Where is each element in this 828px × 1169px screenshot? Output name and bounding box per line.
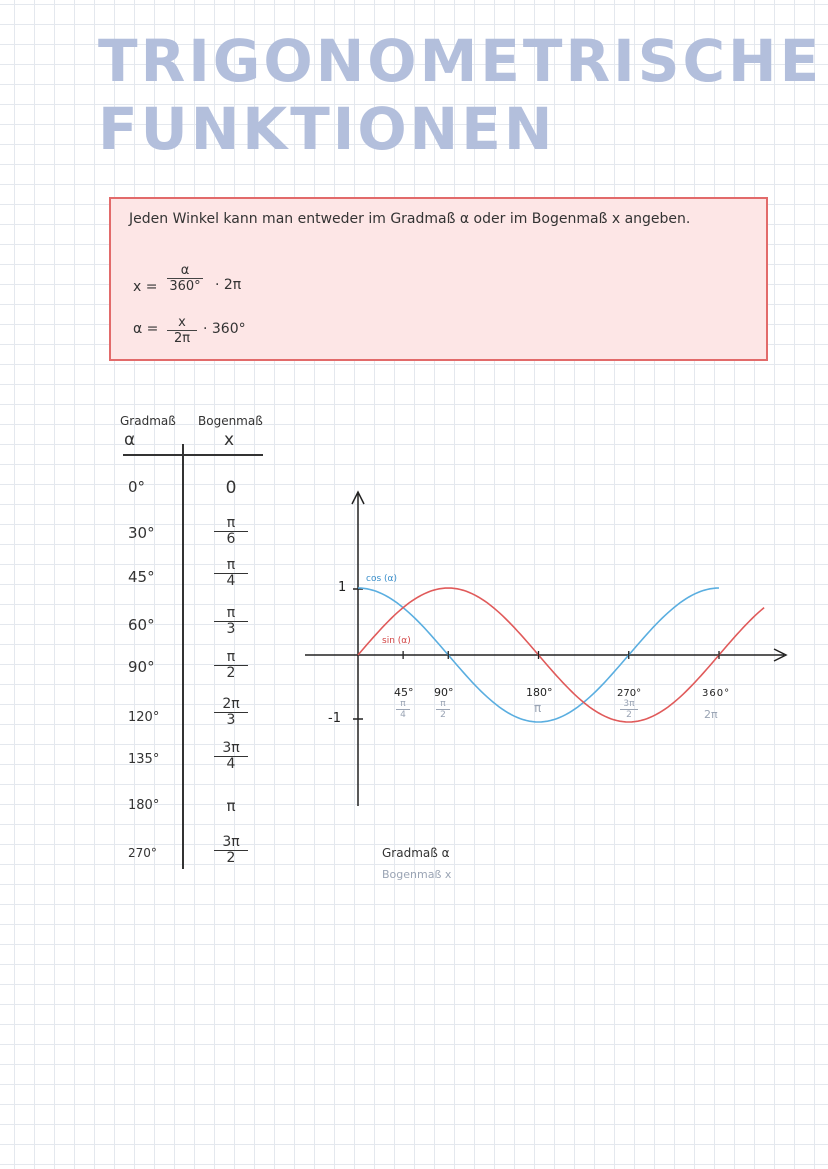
x-tick-label-rad [436, 699, 450, 720]
table-row-deg: 30° [128, 524, 155, 542]
definition-text: Jeden Winkel kann man entweder im Gradmaß α oder im Bogenmaß x angeben. [129, 211, 691, 227]
rad-denominator: 2 [626, 710, 632, 720]
rad-denominator: 4 [400, 710, 406, 720]
formula-2-numerator: x [167, 315, 197, 331]
formula-1-lhs: x = [133, 279, 158, 295]
rad-numerator: 3π [214, 835, 248, 851]
formula-2-factor: · 360° [203, 321, 246, 337]
formula-2-denominator: 2π [173, 331, 191, 346]
table-row-deg: 270° [128, 846, 157, 860]
rad-denominator: 6 [226, 531, 236, 547]
page-title-line-1: TRIGONOMETRISCHE [98, 27, 823, 95]
table-row-deg: 135° [128, 752, 160, 767]
x-tick-label-deg: 180° [526, 686, 553, 699]
x-tick-label-deg: 45° [394, 686, 414, 699]
table-row-deg: 60° [128, 616, 155, 634]
table-row-deg: 90° [128, 658, 155, 676]
rad-numerator: π [214, 558, 248, 574]
table-header-radian: Bogenmaß [198, 414, 263, 428]
formula-2-lhs: α = [133, 321, 159, 337]
x-tick-label-rad [396, 699, 410, 720]
rad-numerator: π [214, 606, 248, 622]
x-axis-label-radian: Bogenmaß x [382, 868, 452, 881]
rad-denominator: 4 [226, 573, 236, 589]
y-tick-label-1: 1 [338, 580, 347, 595]
x-tick-label-deg: 360° [702, 688, 731, 699]
page-title-line-2: FUNKTIONEN [98, 95, 556, 163]
rad-denominator: 2 [440, 710, 446, 720]
legend-sin: sin (α) [382, 636, 411, 646]
x-tick-label-deg: 90° [434, 686, 454, 699]
rad-numerator: π [396, 699, 410, 710]
rad-numerator: π [214, 516, 248, 532]
table-row-deg: 120° [128, 710, 160, 725]
rad-numerator: 3π [214, 741, 248, 757]
formula-1-denominator: 360° [169, 279, 201, 294]
rad-numerator: π [214, 650, 248, 666]
rad-denominator: 3 [226, 712, 236, 728]
rad-denominator: 4 [226, 756, 236, 772]
x-tick-label-deg: 270° [617, 688, 642, 699]
rad-numerator: 2π [214, 697, 248, 713]
table-row-deg: 45° [128, 568, 155, 586]
table-header-degree: Gradmaß [120, 414, 176, 428]
rad-numerator: π [436, 699, 450, 710]
table-row-rad: 0 [225, 478, 237, 498]
x-tick-label-rad [620, 699, 638, 720]
table-row-rad: π [226, 797, 236, 815]
table-symbol-x: x [224, 430, 235, 450]
formula-1-factor: · 2π [215, 277, 242, 293]
rad-denominator: 2 [226, 850, 236, 866]
x-tick-label-rad: 2π [704, 708, 718, 721]
rad-denominator: 2 [226, 665, 236, 681]
x-axis-label-degree: Gradmaß α [382, 846, 450, 860]
table-row-deg: 180° [128, 798, 160, 813]
x-tick-label-rad: π [534, 701, 542, 715]
y-tick-label-minus-1: -1 [328, 711, 341, 726]
rad-denominator: 3 [226, 621, 236, 637]
legend-cos: cos (α) [366, 574, 397, 584]
rad-numerator: 3π [620, 699, 638, 710]
table-row-deg: 0° [128, 478, 146, 496]
formula-1-numerator: α [167, 263, 203, 279]
table-symbol-alpha: α [124, 430, 136, 450]
